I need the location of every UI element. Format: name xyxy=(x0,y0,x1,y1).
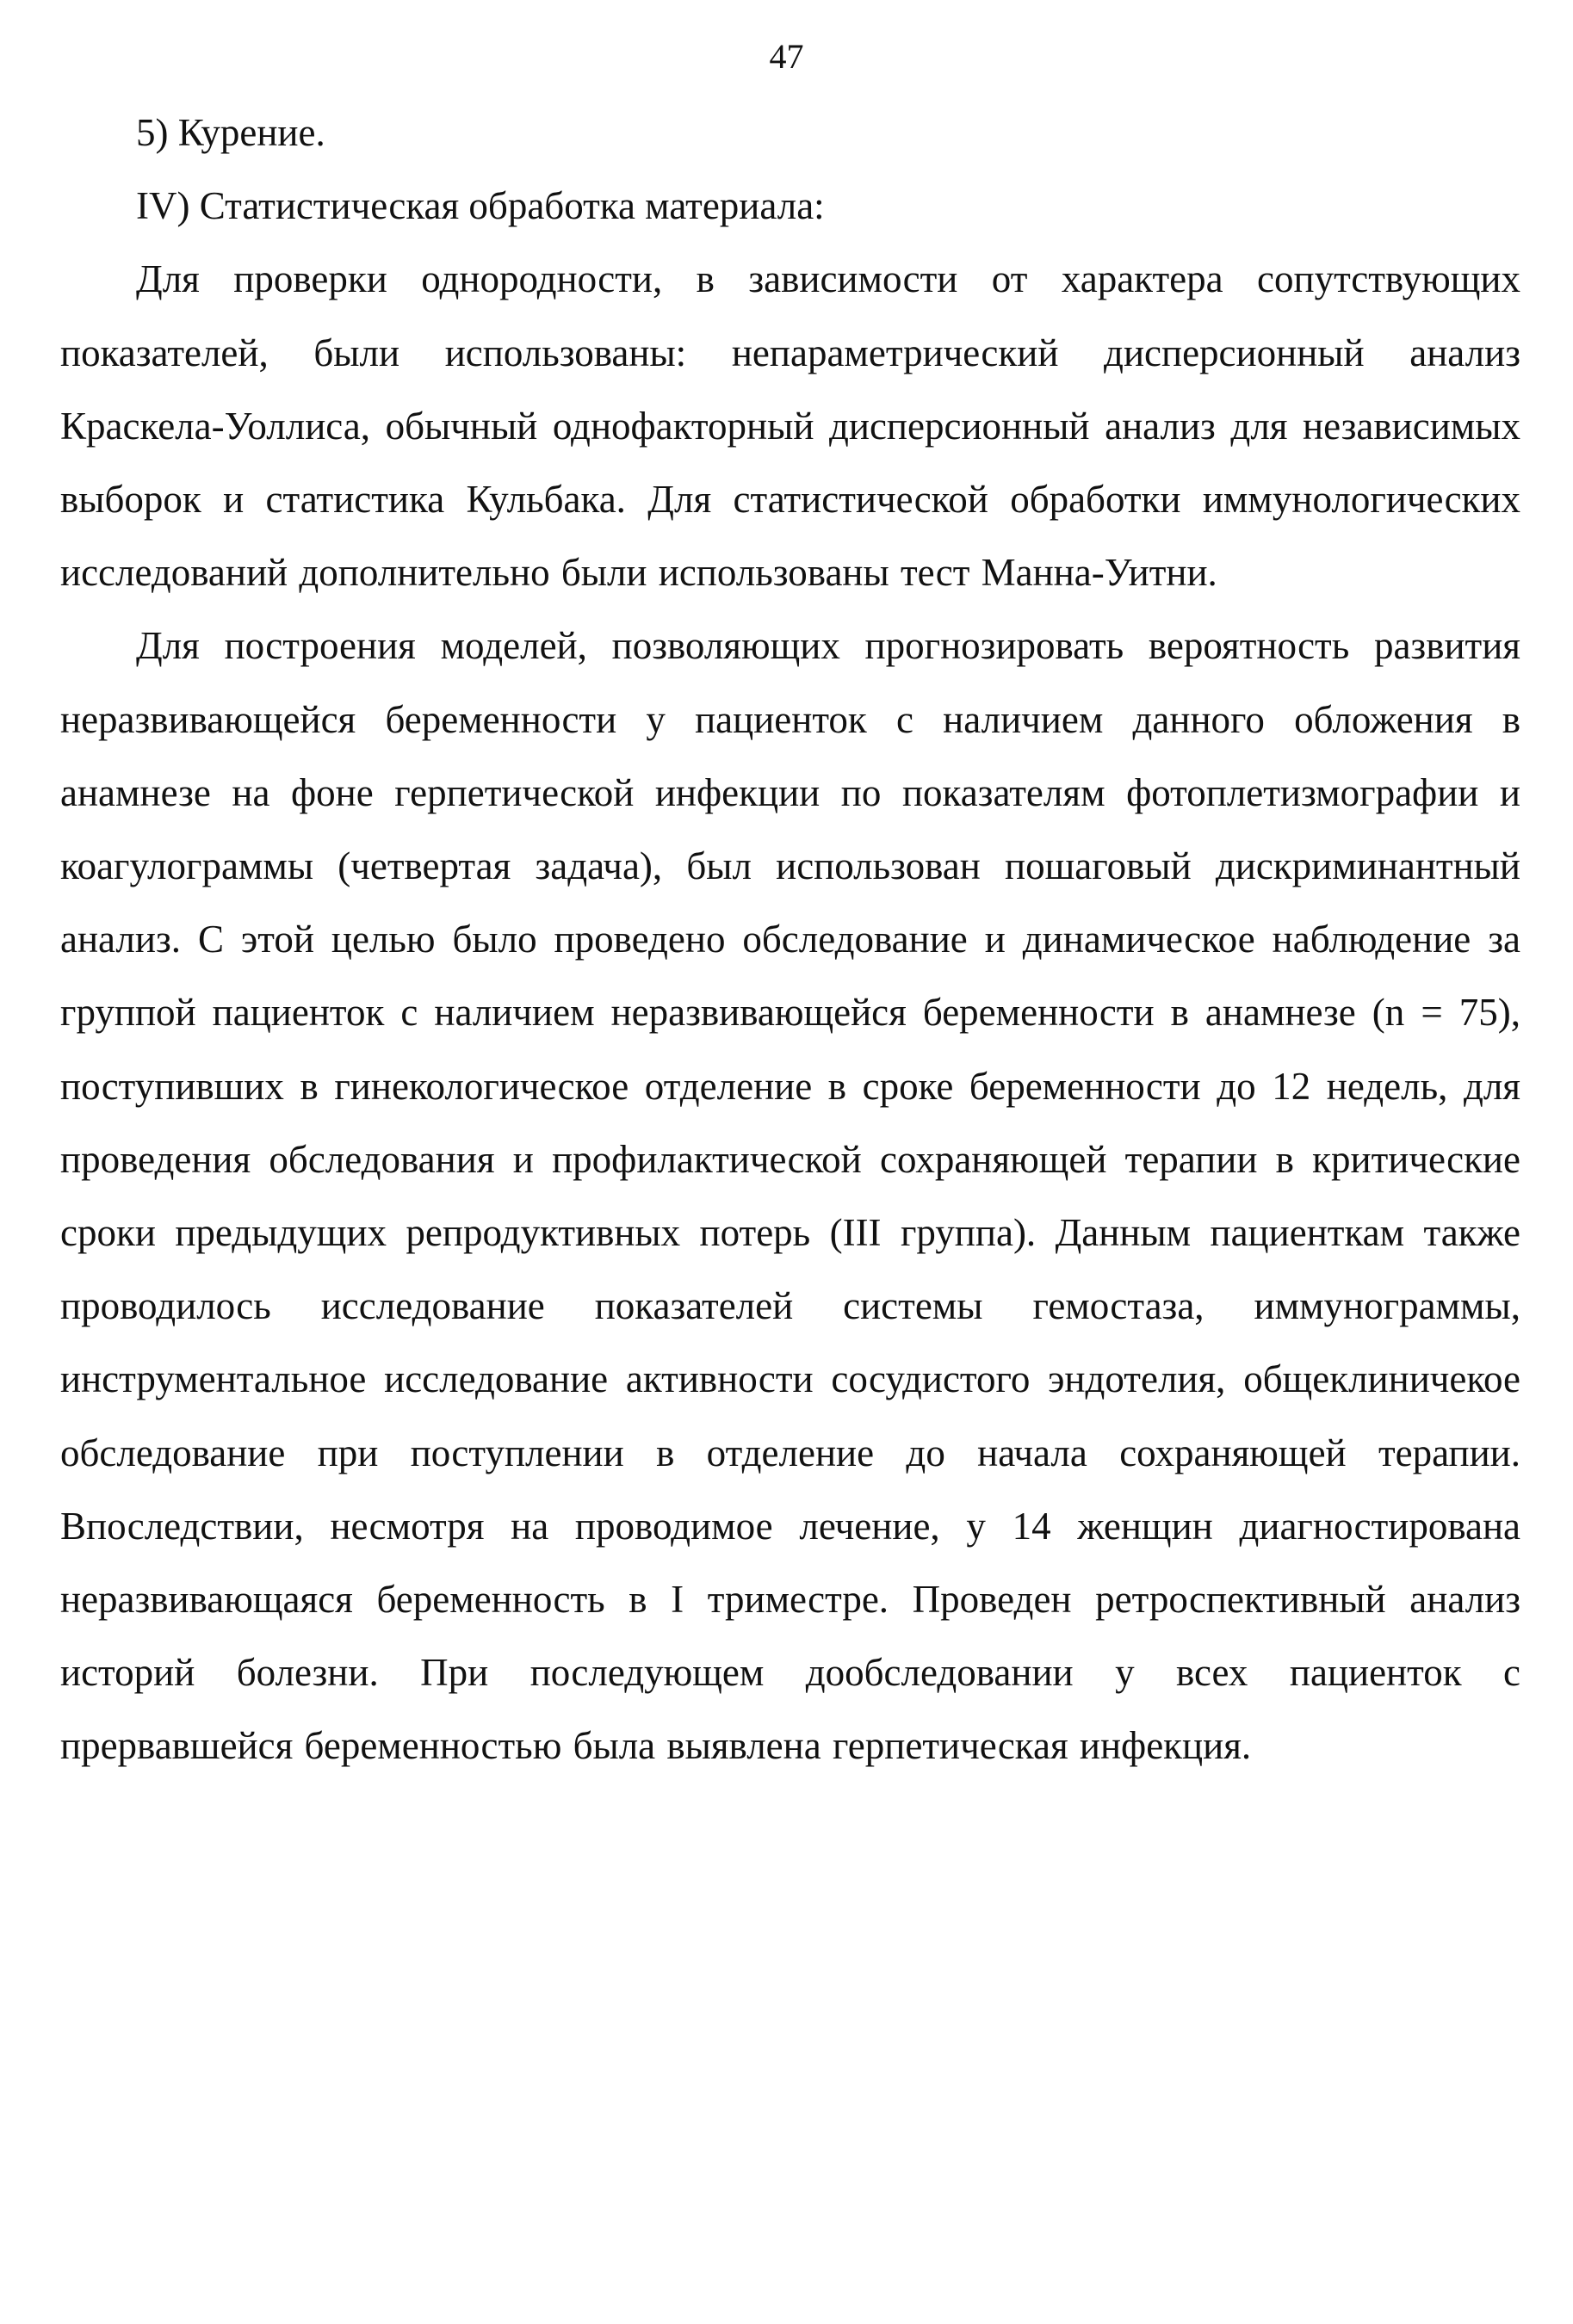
document-body xyxy=(60,96,1520,1783)
page-number: 47 xyxy=(769,37,804,76)
paragraph-homogeneity-tests: Для проверки однородности, в зависимости от характера сопутствующих показателей, были использованы: непараметрический дисперсионный анализ Краскела-Уоллиса, обычный однофакторный дисперсионный анализ для независимых выборок и статистика Кульбака. Для статистической обработки иммунологических исследований дополнительно были использованы тест Манна-Уитни. xyxy=(60,257,1520,595)
paragraph-prediction-models: Для построения моделей, позволяющих прогнозировать вероятность развития неразвивающейся беременности у пациенток с наличием данного обложения в анамнезе на фоне герпетической инфекции по показателям фотоплетизмографии и коагулограммы (четвертая задача), был использован пошаговый дискриминантный анализ. С этой целью было проведено обследование и динамическое наблюдение за группой пациенток с наличием неразвивающейся беременности в анамнезе (n = 75), поступивших в гинекологическое отделение в сроке беременности до 12 недель, для проведения обследования и профилактической сохраняющей терапии в критические сроки предыдущих репродуктивных потерь (III группа). Данным пациенткам также проводилось исследование показателей системы гемостаза, иммунограммы, инструментальное исследование активности сосудистого эндотелия, общеклиничекое обследование при поступлении в отделение до начала сохраняющей терапии. Впоследствии, несмотря на проводимое лечение, у 14 женщин диагностирована неразвивающаяся беременность в I триместре. Проведен ретроспективный анализ историй болезни. При последующем дообследовании у всех пациенток с прервавшейся беременностью была выявлена герпетическая инфекция. xyxy=(60,624,1520,1768)
list-item-smoking: 5) Курение. xyxy=(136,111,325,154)
section-heading-statistics: IV) Статистическая обработка материала: xyxy=(136,184,825,228)
